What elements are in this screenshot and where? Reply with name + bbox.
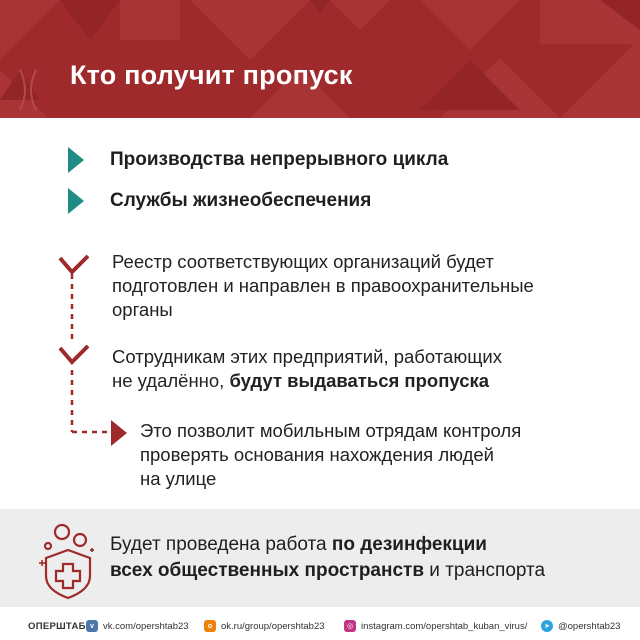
flow-step-mobile-units — [140, 419, 521, 491]
disinfection-line — [110, 532, 620, 558]
bullet-label: Производства непрерывного цикла — [110, 149, 449, 170]
flow-text-line: органы — [112, 299, 173, 320]
flow-step-registry — [112, 250, 534, 322]
footer-link-text: @opershtab23 — [558, 620, 621, 632]
shield-medical-cross-icon — [38, 520, 98, 600]
brand-logo-text: ОПЕРШТАБ — [28, 620, 86, 632]
arrow-right-icon — [111, 420, 127, 446]
flow-step-employees — [112, 345, 502, 393]
disinfection-text-suffix: и транспорта — [424, 560, 546, 581]
telegram-icon: ➤ — [541, 620, 553, 632]
flow-text-line: проверять основания нахождения людей — [140, 444, 494, 465]
page-title: Кто получит пропуск — [70, 60, 353, 90]
ok-icon: o — [204, 620, 216, 632]
vk-icon: v — [86, 620, 98, 632]
footer-link-text: ok.ru/group/opershtab23 — [221, 620, 325, 632]
disinfection-line — [110, 558, 620, 584]
flow-text-bold: будут выдаваться пропуска — [229, 370, 490, 391]
bullet-item-continuous-production — [68, 145, 588, 175]
disinfection-text-prefix: Будет проведена работа — [110, 534, 332, 555]
teal-triangle-icon — [68, 188, 84, 214]
flow-text-line: подготовлен и направлен в правоохранительные — [112, 275, 534, 296]
ornament-pattern — [0, 0, 640, 118]
footer-link-instagram[interactable] — [344, 620, 527, 632]
footer-link-telegram[interactable] — [541, 620, 620, 632]
check-icon — [58, 344, 90, 366]
footer-link-text: instagram.com/opershtab_kuban_virus/ — [361, 620, 528, 632]
footer-link-vk[interactable] — [86, 620, 189, 632]
flow-text-line: на улице — [140, 468, 217, 489]
header-banner — [0, 0, 640, 118]
footer-link-text: vk.com/opershtab23 — [103, 620, 189, 632]
bullet-item-life-support — [68, 186, 588, 216]
flow-text-line — [112, 369, 502, 393]
disinfection-text-bold: по дезинфекции — [331, 534, 487, 555]
check-icon — [58, 254, 90, 276]
teal-triangle-icon — [68, 147, 84, 173]
disinfection-text-bold: всех общественных пространств — [110, 560, 425, 581]
instagram-icon: ◎ — [344, 620, 356, 632]
flow-text-prefix: не удалённо, — [112, 370, 230, 391]
disinfection-text — [110, 532, 620, 584]
bullet-label: Службы жизнеобеспечения — [110, 190, 372, 211]
flow-text-line: Реестр соответствующих организаций будет — [112, 251, 494, 272]
flow-text-line: Сотрудникам этих предприятий, работающих — [112, 346, 503, 367]
flow-text-line: Это позволит мобильным отрядам контроля — [140, 420, 522, 441]
footer-link-ok[interactable] — [204, 620, 325, 632]
footer-bar — [0, 612, 640, 640]
